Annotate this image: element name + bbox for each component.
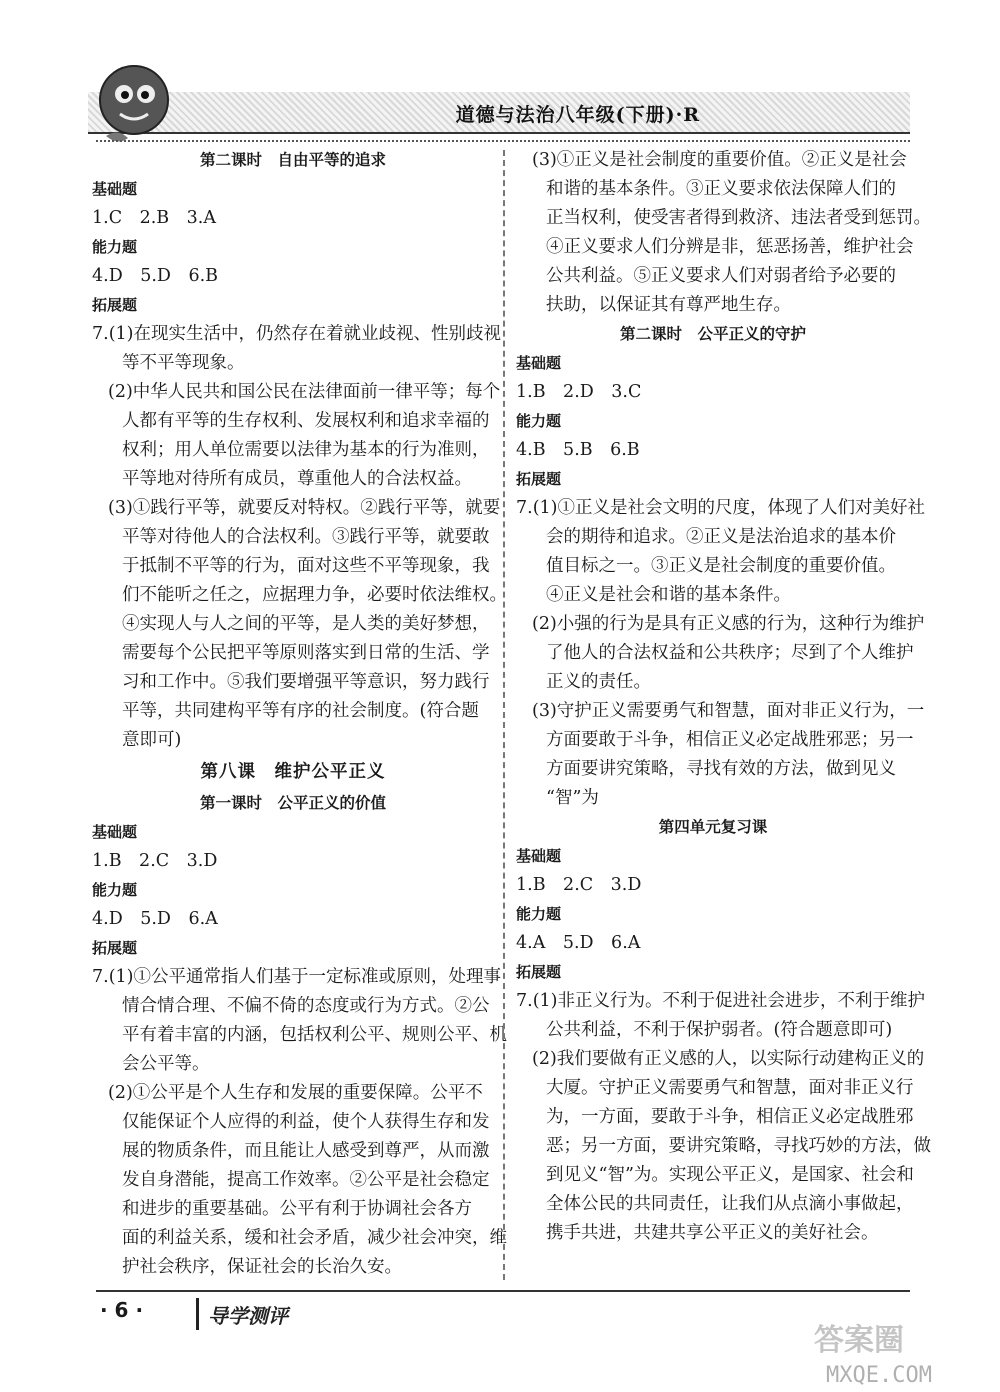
category-label: 基础题	[516, 847, 562, 865]
answer-line: 4.D 5.D 6.B	[92, 266, 219, 286]
answer-line: (3)①践行平等，就要反对特权。②践行平等，就要	[108, 498, 501, 518]
answer-line: (2)小强的行为是具有正义感的行为，这种行为维护	[532, 614, 925, 634]
answer-line: 习和工作中。⑤我们要增强平等意识，努力践行	[122, 672, 490, 692]
answer-line: 1.C 2.B 3.A	[92, 208, 216, 228]
category-label: 能力题	[516, 412, 562, 430]
footer-separator	[196, 1298, 199, 1330]
category-label: 能力题	[92, 881, 138, 899]
answer-line: 和谐的基本条件。③正义要求依法保障人们的	[546, 179, 896, 199]
answer-line: 携手共进，共建共享公平正义的美好社会。	[546, 1223, 879, 1243]
answer-line: 平等，共同建构平等有序的社会制度。(符合题	[122, 701, 479, 721]
answer-line: 权利；用人单位需要以法律为基本的行为准则，	[122, 440, 490, 460]
page-number: · 6 ·	[100, 1298, 144, 1322]
answer-line: 会公平等。	[122, 1054, 210, 1074]
answer-line: (2)①公平是个人生存和发展的重要保障。公平不	[108, 1083, 483, 1103]
category-label: 基础题	[92, 823, 138, 841]
answer-line: 平有着丰富的内涵，包括权利公平、规则公平、机	[122, 1025, 507, 1045]
answer-line: 仅能保证个人应得的利益，使个人获得生存和发	[122, 1112, 490, 1132]
answer-line: 等不平等现象。	[122, 353, 245, 373]
answer-line: 值目标之一。③正义是社会制度的重要价值。	[546, 556, 896, 576]
answer-line: (3)①正义是社会制度的重要价值。②正义是社会	[532, 150, 907, 170]
answer-line: 方面要敢于斗争，相信正义必定战胜邪恶；另一	[546, 730, 914, 750]
column-divider	[503, 150, 505, 1280]
watermark-text: MXQE.COM	[826, 1363, 932, 1388]
left-column	[92, 146, 507, 1282]
answer-line: 展的物质条件，而且能让人感受到尊严，从而激	[122, 1141, 490, 1161]
mascot-logo	[88, 58, 180, 150]
answer-line: 了他人的合法权益和公共秩序；尽到了个人维护	[546, 643, 914, 663]
watermark-logo	[808, 1320, 988, 1388]
answer-line: 会的期待和追求。②正义是法治追求的基本价	[546, 527, 896, 547]
answer-line: (2)中华人民共和国公民在法律面前一律平等；每个	[108, 382, 501, 402]
category-label: 拓展题	[516, 470, 562, 488]
category-label: 基础题	[92, 180, 138, 198]
answer-line: 到见义“智”为。实现公平正义，是国家、社会和	[546, 1165, 914, 1185]
section-title: 第二课时 公平正义的守护	[619, 325, 806, 343]
answer-line: 扶助，以保证其有尊严地生存。	[546, 295, 791, 315]
answer-line: ④实现人与人之间的平等，是人类的美好梦想，	[122, 614, 490, 634]
answer-line: 需要每个公民把平等原则落实到日常的生活、学	[122, 643, 490, 663]
answer-line: 和进步的重要基础。公平有利于协调社会各方	[122, 1199, 472, 1219]
answer-line: 全体公民的共同责任，让我们从点滴小事做起，	[546, 1194, 914, 1214]
category-label: 能力题	[92, 238, 138, 256]
answer-line: 7.(1)①正义是社会文明的尺度，体现了人们对美好社	[516, 498, 925, 518]
answer-line: 正义的责任。	[546, 672, 651, 692]
watermark-cn: 答案圈	[814, 1323, 904, 1358]
right-column	[516, 146, 931, 1248]
answer-line: 公共利益。⑤正义要求人们对弱者给予必要的	[546, 266, 896, 286]
answer-line: 正当权利，使受害者得到救济、违法者受到惩罚。	[546, 208, 931, 228]
answer-line: 为，一方面，要敢于斗争，相信正义必定战胜邪	[546, 1107, 914, 1127]
answer-line: 发自身潜能，提高工作效率。②公平是社会稳定	[122, 1170, 490, 1190]
category-label: 能力题	[516, 905, 562, 923]
lesson-title: 第八课 维护公平正义	[200, 762, 386, 782]
answer-line: 恶；另一方面，要讲究策略，寻找巧妙的方法，做	[546, 1136, 931, 1156]
answer-line: 4.D 5.D 6.A	[92, 909, 218, 929]
section-title: 第四单元复习课	[658, 818, 768, 836]
answer-line: 4.A 5.D 6.A	[516, 933, 641, 953]
answer-line: 们不能听之任之，应据理力争，必要时依法维权。	[122, 585, 507, 605]
answer-line: 人都有平等的生存权利、发展权利和追求幸福的	[122, 411, 490, 431]
answer-line: 面的利益关系，缓和社会矛盾，减少社会冲突，维	[122, 1228, 507, 1248]
answer-line: (3)守护正义需要勇气和智慧，面对非正义行为，一	[532, 701, 925, 721]
book-title: 道德与法治八年级(下册)·R	[455, 104, 700, 126]
answer-line: 于抵制不平等的行为，面对这些不平等现象，我	[122, 556, 490, 576]
section-title: 第一课时 公平正义的价值	[199, 794, 386, 812]
answer-line: 大厦。守护正义需要勇气和智慧，面对非正义行	[546, 1078, 914, 1098]
answer-line: 1.B 2.D 3.C	[516, 382, 642, 402]
category-label: 拓展题	[92, 939, 138, 957]
footer-brand: 导学测评	[208, 1304, 288, 1328]
answer-line: 1.B 2.C 3.D	[92, 851, 218, 871]
answer-line: 7.(1)在现实生活中，仍然存在着就业歧视、性别歧视	[92, 324, 501, 344]
category-label: 基础题	[516, 354, 562, 372]
answer-line: 情合情合理、不偏不倚的态度或行为方式。②公	[122, 996, 490, 1016]
answer-line: ④正义是社会和谐的基本条件。	[546, 585, 791, 605]
answer-line: 1.B 2.C 3.D	[516, 875, 642, 895]
answer-line: 7.(1)非正义行为。不利于促进社会进步，不利于维护	[516, 991, 925, 1011]
answer-line: “智”为	[546, 788, 599, 808]
answer-line: 7.(1)①公平通常指人们基于一定标准或原则，处理事	[92, 967, 501, 987]
answer-line: (2)我们要做有正义感的人，以实际行动建构正义的	[532, 1049, 925, 1069]
header-divider	[96, 140, 910, 142]
answer-line: 平等对待他人的合法权利。③践行平等，就要敢	[122, 527, 490, 547]
answer-line: 方面要讲究策略，寻找有效的方法，做到见义	[546, 759, 896, 779]
answer-line: 4.B 5.B 6.B	[516, 440, 640, 460]
category-label: 拓展题	[516, 963, 562, 981]
answer-line: 意即可)	[122, 730, 182, 750]
category-label: 拓展题	[92, 296, 138, 314]
footer-rule	[96, 1290, 910, 1292]
answer-line: 护社会秩序，保证社会的长治久安。	[122, 1257, 402, 1277]
section-title: 第二课时 自由平等的追求	[199, 151, 386, 169]
answer-line: 公共利益，不利于保护弱者。(符合题意即可)	[546, 1020, 893, 1040]
answer-line: ④正义要求人们分辨是非，惩恶扬善，维护社会	[546, 237, 914, 257]
answer-line: 平等地对待所有成员，尊重他人的合法权益。	[122, 469, 472, 489]
